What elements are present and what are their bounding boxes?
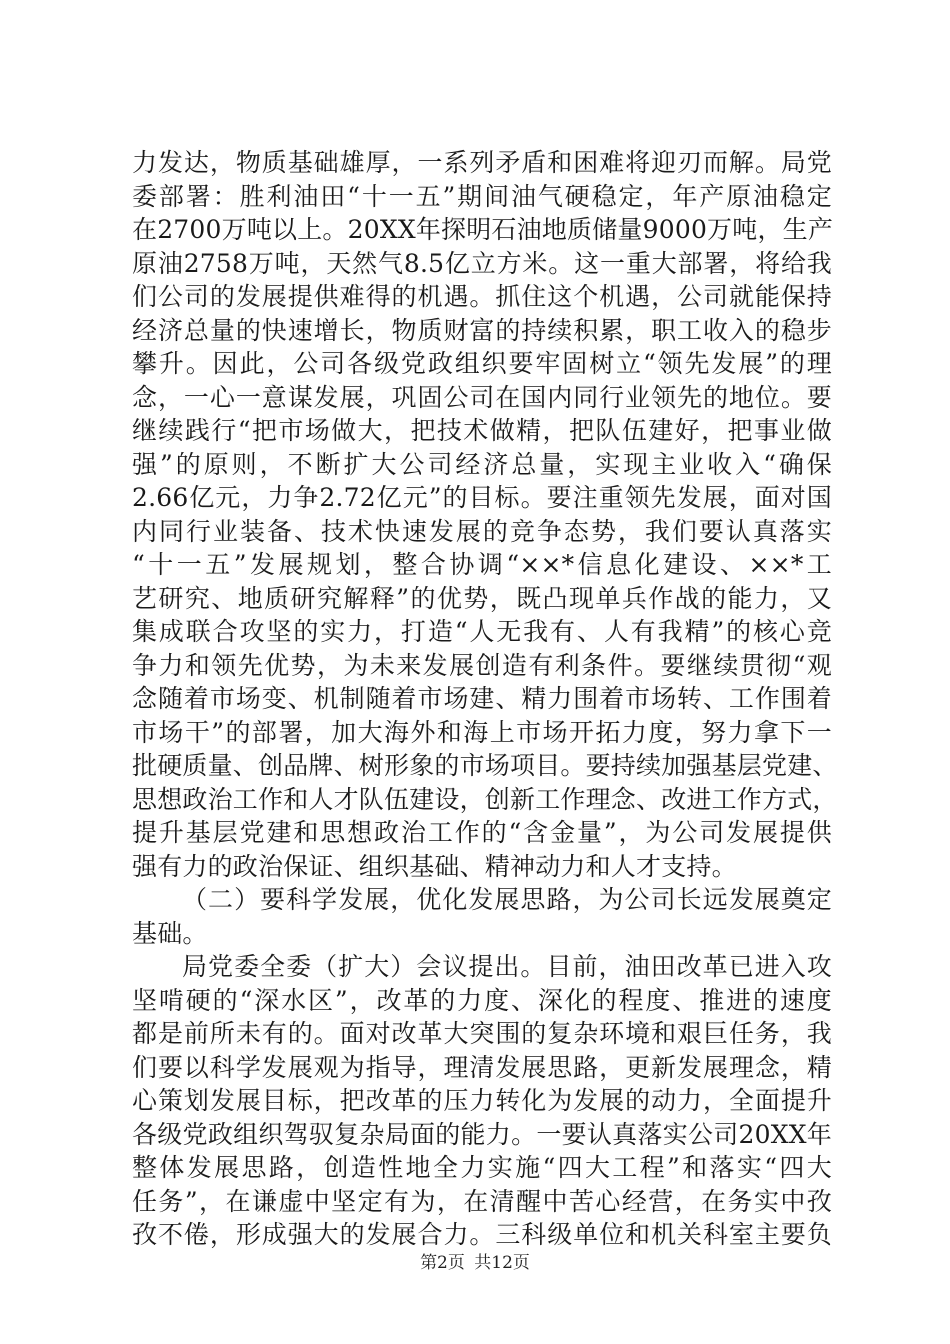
- text-line: 继续践行“把市场做大，把技术做精，把队伍建好，把事业做: [132, 416, 832, 445]
- text-line: 都是前所未有的。面对改革大突围的复杂环境和艰巨任务，我: [132, 1019, 832, 1048]
- text-line: 艺研究、地质研究解释”的优势，既凸现单兵作战的能力，又: [132, 583, 832, 613]
- text-line: （二）要科学发展，优化发展思路，为公司长远发展奠定: [182, 885, 832, 914]
- text-line: 们要以科学发展观为指导，理清发展思路，更新发展理念，精: [132, 1052, 832, 1082]
- text-line: 集成联合攻坚的实力，打造“人无我有、人有我精”的核心竞: [132, 617, 832, 646]
- text-line: 力发达，物质基础雄厚，一系列矛盾和困难将迎刃而解。局党: [132, 148, 832, 177]
- paragraph-3: [132, 950, 832, 1252]
- page-footer: [0, 1248, 950, 1273]
- text-line: 念，一心一意谋发展，巩固公司在国内同行业领先的地位。要: [132, 382, 832, 412]
- text-line: 批硬质量、创品牌、树形象的市场项目。要持续加强基层党建、: [132, 751, 838, 780]
- text-line: “十一五”发展规划，整合协调“××*信息化建设、××*工: [132, 550, 832, 579]
- text-line: 争力和领先优势，为未来发展创造有利条件。要继续贯彻“观: [132, 650, 832, 680]
- text-line: 强有力的政治保证、组织基础、精神动力和人才支持。: [132, 851, 737, 881]
- text-line: 市场干”的部署，加大海外和海上市场开拓力度，努力拿下一: [132, 717, 832, 747]
- text-line: 整体发展思路，创造性地全力实施“四大工程”和落实“四大: [132, 1153, 832, 1182]
- text-line: 思想政治工作和人才队伍建设，创新工作理念、改进工作方式，: [132, 784, 838, 814]
- text-line: 委部署：胜利油田“十一五”期间油气硬稳定，年产原油稳定: [132, 181, 832, 211]
- document-body: [132, 146, 838, 1252]
- page-total: 共12页: [474, 1253, 530, 1273]
- paragraph-1: [132, 146, 838, 883]
- text-line: 基础。: [132, 918, 208, 948]
- text-line: 任务”，在谦虚中坚定有为，在清醒中苦心经营，在务实中孜: [132, 1186, 832, 1216]
- text-line: 孜不倦，形成强大的发展合力。三科级单位和机关科室主要负: [132, 1220, 832, 1249]
- text-line: 2.66亿元，力争2.72亿元”的目标。要注重领先发展，面对国: [132, 483, 832, 512]
- text-line: 在2700万吨以上。20XX年探明石油地质储量9000万吨，生产: [132, 215, 834, 244]
- page-number: 第2页: [420, 1253, 465, 1273]
- text-line: 坚啃硬的“深水区”，改革的力度、深化的程度、推进的速度: [132, 985, 832, 1015]
- text-line: 心策划发展目标，把改革的压力转化为发展的动力，全面提升: [132, 1086, 832, 1115]
- text-line: 提升基层党建和思想政治工作的“含金量”，为公司发展提供: [132, 818, 832, 847]
- section-heading: [132, 883, 832, 950]
- text-line: 原油2758万吨，天然气8.5亿立方米。这一重大部署，将给我: [132, 248, 832, 278]
- text-line: 各级党政组织驾驭复杂局面的能力。一要认真落实公司20XX年: [132, 1119, 832, 1149]
- text-line: 攀升。因此，公司各级党政组织要牢固树立“领先发展”的理: [132, 349, 832, 378]
- text-line: 内同行业装备、技术快速发展的竞争态势，我们要认真落实: [132, 516, 832, 546]
- text-line: 经济总量的快速增长，物质财富的持续积累，职工收入的稳步: [132, 315, 832, 345]
- text-line: 局党委全委（扩大）会议提出。目前，油田改革已进入攻: [182, 952, 832, 981]
- text-line: 念随着市场变、机制随着市场建、精力围着市场转、工作围着: [132, 684, 832, 713]
- text-line: 们公司的发展提供难得的机遇。抓住这个机遇，公司就能保持: [132, 282, 832, 311]
- text-line: 强”的原则，不断扩大公司经济总量，实现主业收入“确保: [132, 449, 832, 479]
